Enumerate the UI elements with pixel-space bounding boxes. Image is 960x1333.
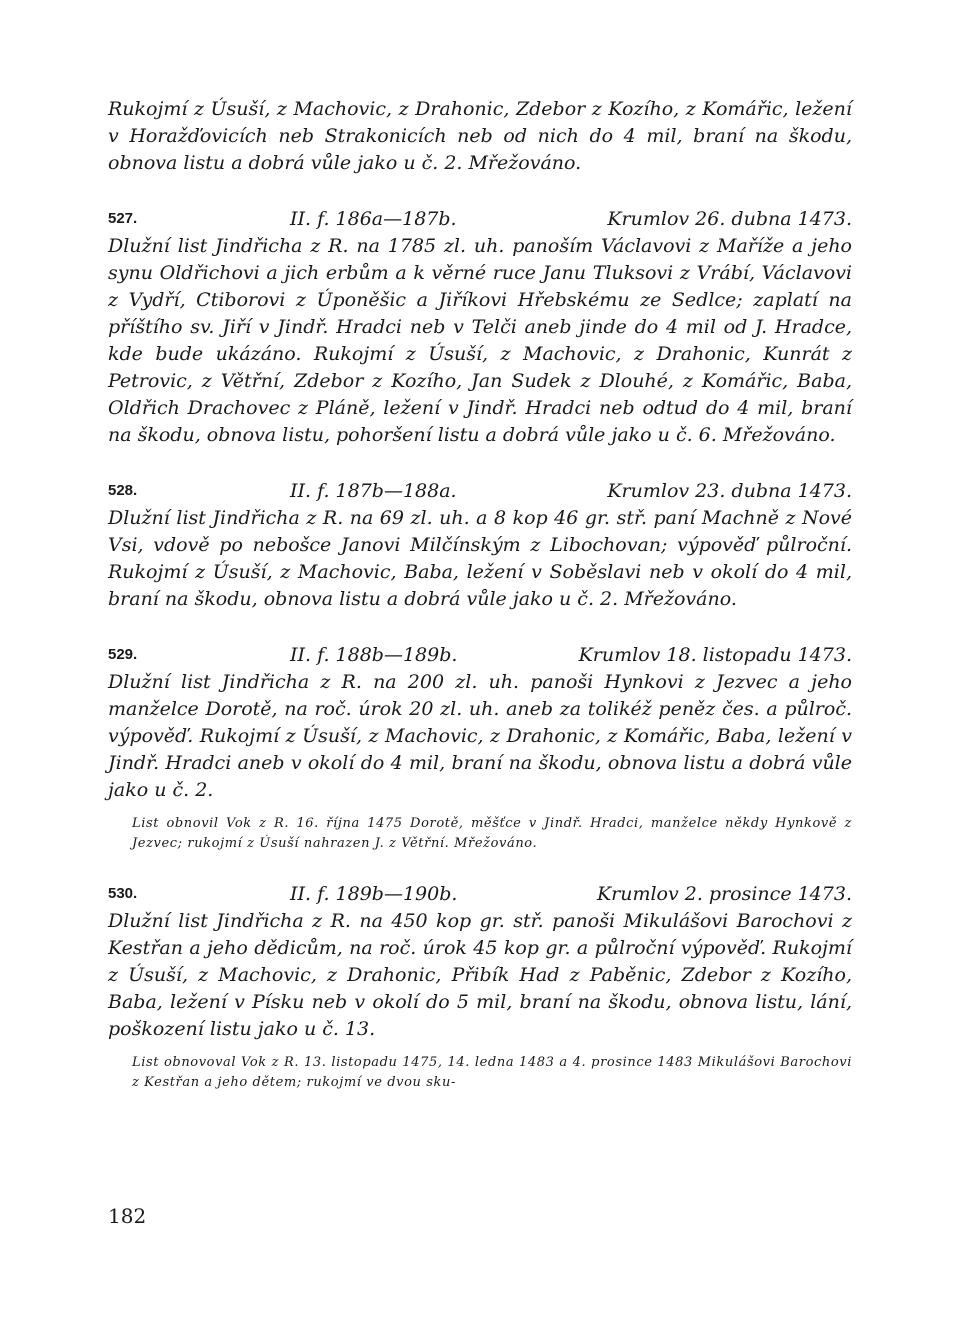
document-page: [108, 96, 852, 1093]
entry-header: [108, 641, 852, 669]
entry-528: [108, 477, 852, 613]
entry-number: 527.: [108, 210, 138, 227]
entry-place-date: Krumlov 26. dubna 1473.: [607, 208, 852, 230]
entry-number: 528.: [108, 482, 138, 499]
page-number: 182: [108, 1204, 147, 1228]
entry-place-date: Krumlov 2. prosince 1473.: [596, 883, 852, 905]
entry-note: List obnovil Vok z R. 16. října 1475 Dorotě, měšťce v Jindř. Hradci, manželce někdy Hynkově z Jezvec; rukojmí z Úsuší nahrazen J. z Větřní. Mřežováno.: [132, 816, 852, 851]
entry-530: [108, 880, 852, 1093]
entry-number: 530.: [108, 885, 138, 902]
entry-folio: II. f. 187b—188a.: [290, 480, 457, 502]
entry-529: [108, 641, 852, 854]
entry-place-date: Krumlov 18. listopadu 1473.: [578, 644, 852, 666]
entry-folio: II. f. 189b—190b.: [290, 883, 458, 905]
entry-header: [108, 880, 852, 908]
entry-number: 529.: [108, 646, 138, 663]
entry-folio: II. f. 186a—187b.: [290, 208, 457, 230]
entry-text: Dlužní list Jindřicha z R. na 69 zl. uh. a 8 kop 46 gr. stř. paní Machně z Nové Vsi, vdově po nebošce Janovi Milčínským z Libochovan; výpověď půlroční. Rukojmí z Úsuší, z Machovic, Baba, ležení v Soběslavi neb v okolí do 4 mil, braní na škodu, obnova listu a dobrá vůle jako u č. 2. Mřežováno.: [108, 507, 852, 610]
entry-folio: II. f. 188b—189b.: [290, 644, 458, 666]
entry-place-date: Krumlov 23. dubna 1473.: [607, 480, 852, 502]
entry-note: List obnovoval Vok z R. 13. listopadu 1475, 14. ledna 1483 a 4. prosince 1483 Mikulášovi Barochovi z Kestřan a jeho dětem; rukojmí ve dvou sku-: [132, 1055, 852, 1090]
entry-text: Dlužní list Jindřicha z R. na 1785 zl. uh. panoším Václavovi z Maříže a jeho synu Oldřichovi a jich erbům a k věrné ruce Janu Tluksovi z Vrábí, Václavovi z Vydří, Ctiborovi z Úponěšic a Jiříkovi Hřebskému ze Sedlce; zaplatí na příštího sv. Jiří v Jindř. Hradci neb v Telči aneb jinde do 4 mil od J. Hradce, kde bude ukázáno. Rukojmí z Úsuší, z Machovic, z Drahonic, Kunrát z Petrovic, z Větřní, Zdebor z Kozího, Jan Sudek z Dlouhé, z Komářic, Baba, Oldřich Drachovec z Pláně, ležení v Jindř. Hradci neb odtud do 4 mil, braní na škodu, obnova listu, pohoršení listu a dobrá vůle jako u č. 6. Mřežováno.: [108, 235, 852, 446]
entry-text: Dlužní list Jindřicha z R. na 450 kop gr. stř. panoši Mikulášovi Barochovi z Kestřan a jeho dědicům, na roč. úrok 45 kop gr. a půlroční výpověď. Rukojmí z Úsuší, z Machovic, z Drahonic, Přibík Had z Paběnic, Zdebor z Kozího, Baba, ležení v Písku neb v okolí do 5 mil, braní na škodu, obnova listu, lání, poškození listu jako u č. 13.: [108, 910, 852, 1040]
entry-header: [108, 477, 852, 505]
entry-text: Dlužní list Jindřicha z R. na 200 zl. uh. panoši Hynkovi z Jezvec a jeho manželce Dorotě, na roč. úrok 20 zl. uh. aneb za tolikéž peněz čes. a půlroč. výpověď. Rukojmí z Úsuší, z Machovic, z Drahonic, z Komářic, Baba, ležení v Jindř. Hradci aneb v okolí do 4 mil, braní na škodu, obnova listu a dobrá vůle jako u č. 2.: [108, 671, 852, 801]
entry-527: [108, 205, 852, 449]
intro-paragraph: Rukojmí z Úsuší, z Machovic, z Drahonic, Zdebor z Kozího, z Komářic, ležení v Horažďovicích neb Strakonicích neb od nich do 4 mil, braní na škodu, obnova listu a dobrá vůle jako u č. 2. Mřežováno.: [108, 98, 852, 174]
entry-header: [108, 205, 852, 233]
